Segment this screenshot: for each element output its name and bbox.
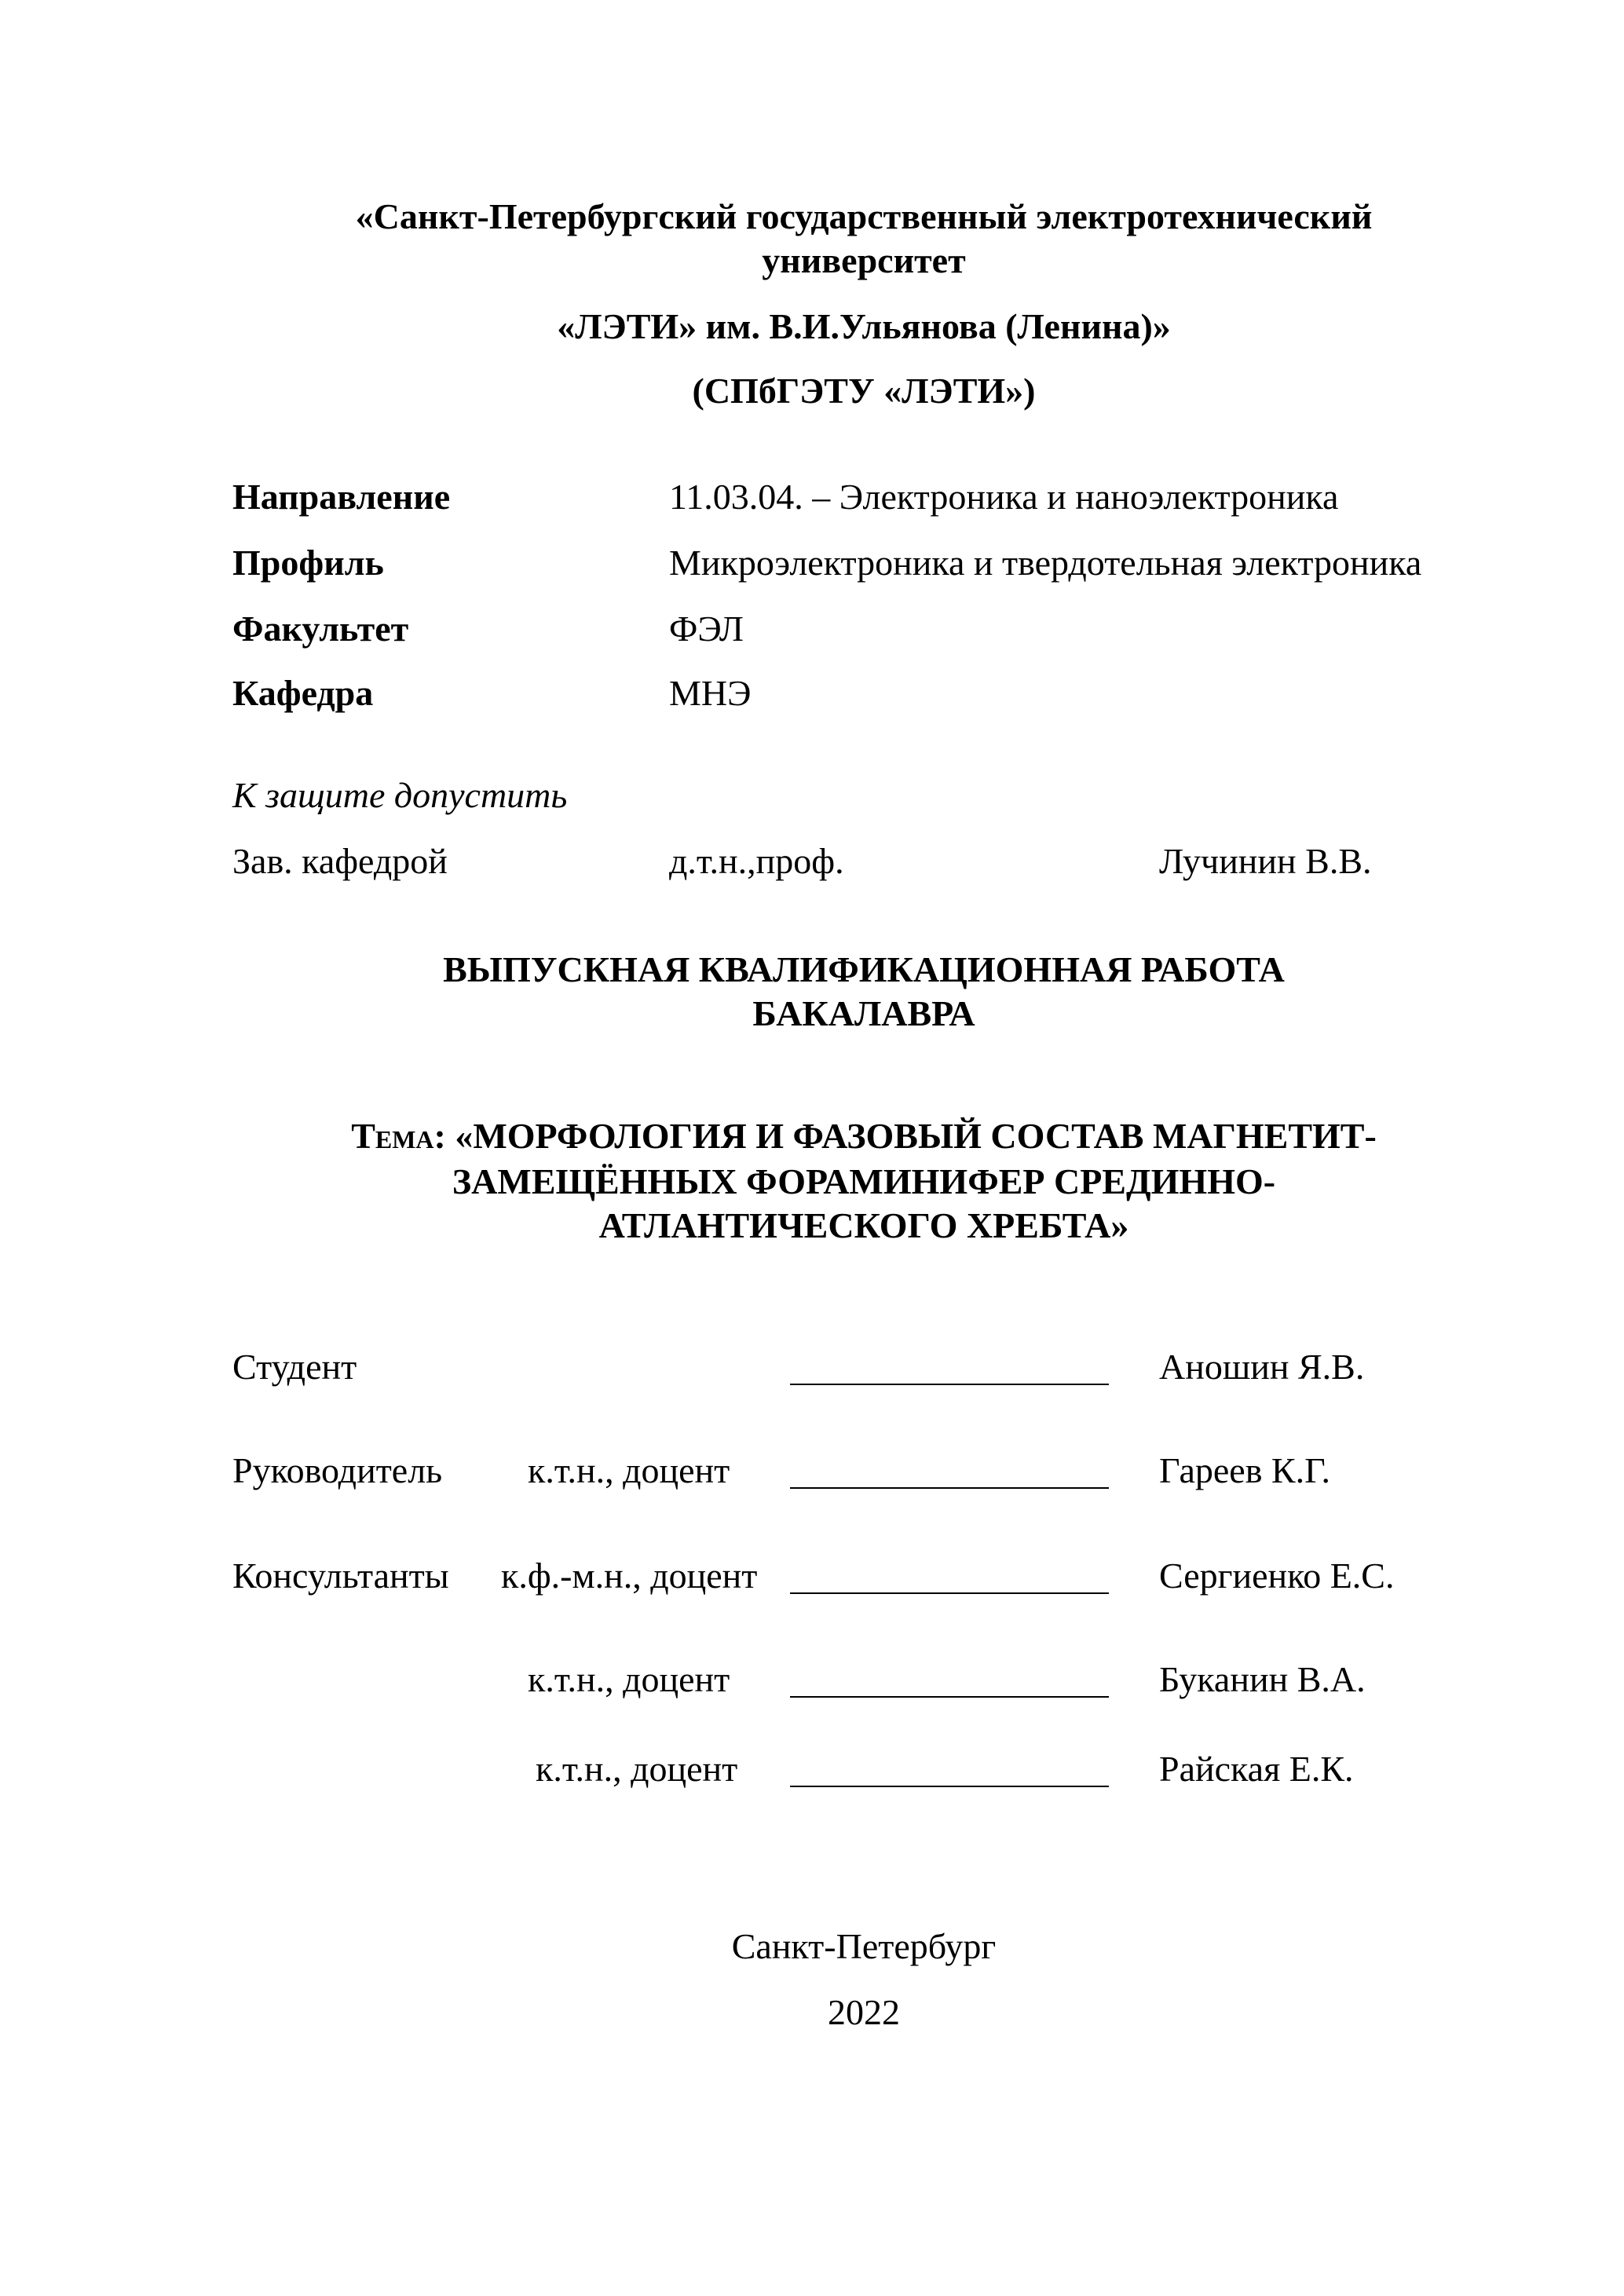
university-name-line1: «Санкт-Петербургский государственный электротехнический	[355, 196, 1373, 236]
topic-line1	[0, 1113, 1624, 1159]
topic-prefix: Тема:	[351, 1116, 446, 1156]
signature-degree-consultant3: к.т.н., доцент	[536, 1749, 738, 1789]
signature-name-consultant3: Райская Е.К.	[1159, 1749, 1354, 1789]
work-title-line1: ВЫПУСКНАЯ КВАЛИФИКАЦИОННАЯ РАБОТА	[443, 949, 1285, 989]
signature-degree-consultant1: к.ф.-м.н., доцент	[501, 1556, 758, 1596]
approval-name: Лучинин В.В.	[1159, 841, 1372, 881]
university-abbreviation: (СПбГЭТУ «ЛЭТИ»)	[692, 371, 1036, 411]
approval-heading: К защите допустить	[232, 775, 568, 815]
signature-line-supervisor	[790, 1487, 1109, 1489]
info-value-faculty: ФЭЛ	[669, 609, 744, 649]
info-value-direction: 11.03.04. – Электроника и наноэлектроника	[669, 477, 1339, 517]
signature-role-student: Студент	[232, 1347, 357, 1387]
info-label-direction: Направление	[232, 477, 451, 517]
topic-line2: ЗАМЕЩЁННЫХ ФОРАМИНИФЕР СРЕДИННО-	[452, 1161, 1276, 1201]
signature-degree-consultant2: к.т.н., доцент	[528, 1659, 730, 1699]
signature-degree-supervisor: к.т.н., доцент	[528, 1450, 730, 1490]
signature-role-supervisor: Руководитель	[232, 1450, 443, 1490]
signature-name-student: Аношин Я.В.	[1159, 1347, 1365, 1387]
signature-name-supervisor: Гареев К.Г.	[1159, 1450, 1331, 1490]
topic-line1-text: «МОРФОЛОГИЯ И ФАЗОВЫЙ СОСТАВ МАГНЕТИТ-	[445, 1116, 1377, 1156]
university-name-line3: «ЛЭТИ» им. В.И.Ульянова (Ленина)»	[557, 306, 1171, 346]
info-label-department: Кафедра	[232, 673, 374, 713]
signature-line-consultant2	[790, 1696, 1109, 1698]
signature-line-student	[790, 1384, 1109, 1385]
info-value-department: МНЭ	[669, 673, 752, 713]
approval-role: Зав. кафедрой	[232, 841, 448, 881]
signature-role-consultants: Консультанты	[232, 1556, 449, 1596]
approval-degree: д.т.н.,проф.	[669, 841, 844, 881]
university-name-line2: университет	[762, 240, 966, 280]
work-title-line2: БАКАЛАВРА	[752, 993, 975, 1033]
signature-line-consultant1	[790, 1592, 1109, 1594]
footer-year: 2022	[828, 1992, 900, 2032]
topic-line3: АТЛАНТИЧЕСКОГО ХРЕБТА»	[598, 1205, 1129, 1245]
signature-line-consultant3	[790, 1786, 1109, 1787]
footer-city: Санкт-Петербург	[731, 1926, 997, 1966]
info-label-faculty: Факультет	[232, 609, 409, 649]
info-value-profile: Микроэлектроника и твердотельная электроника	[669, 543, 1422, 583]
signature-name-consultant1: Сергиенко Е.С.	[1159, 1556, 1395, 1596]
info-label-profile: Профиль	[232, 543, 384, 583]
signature-name-consultant2: Буканин В.А.	[1159, 1659, 1366, 1699]
